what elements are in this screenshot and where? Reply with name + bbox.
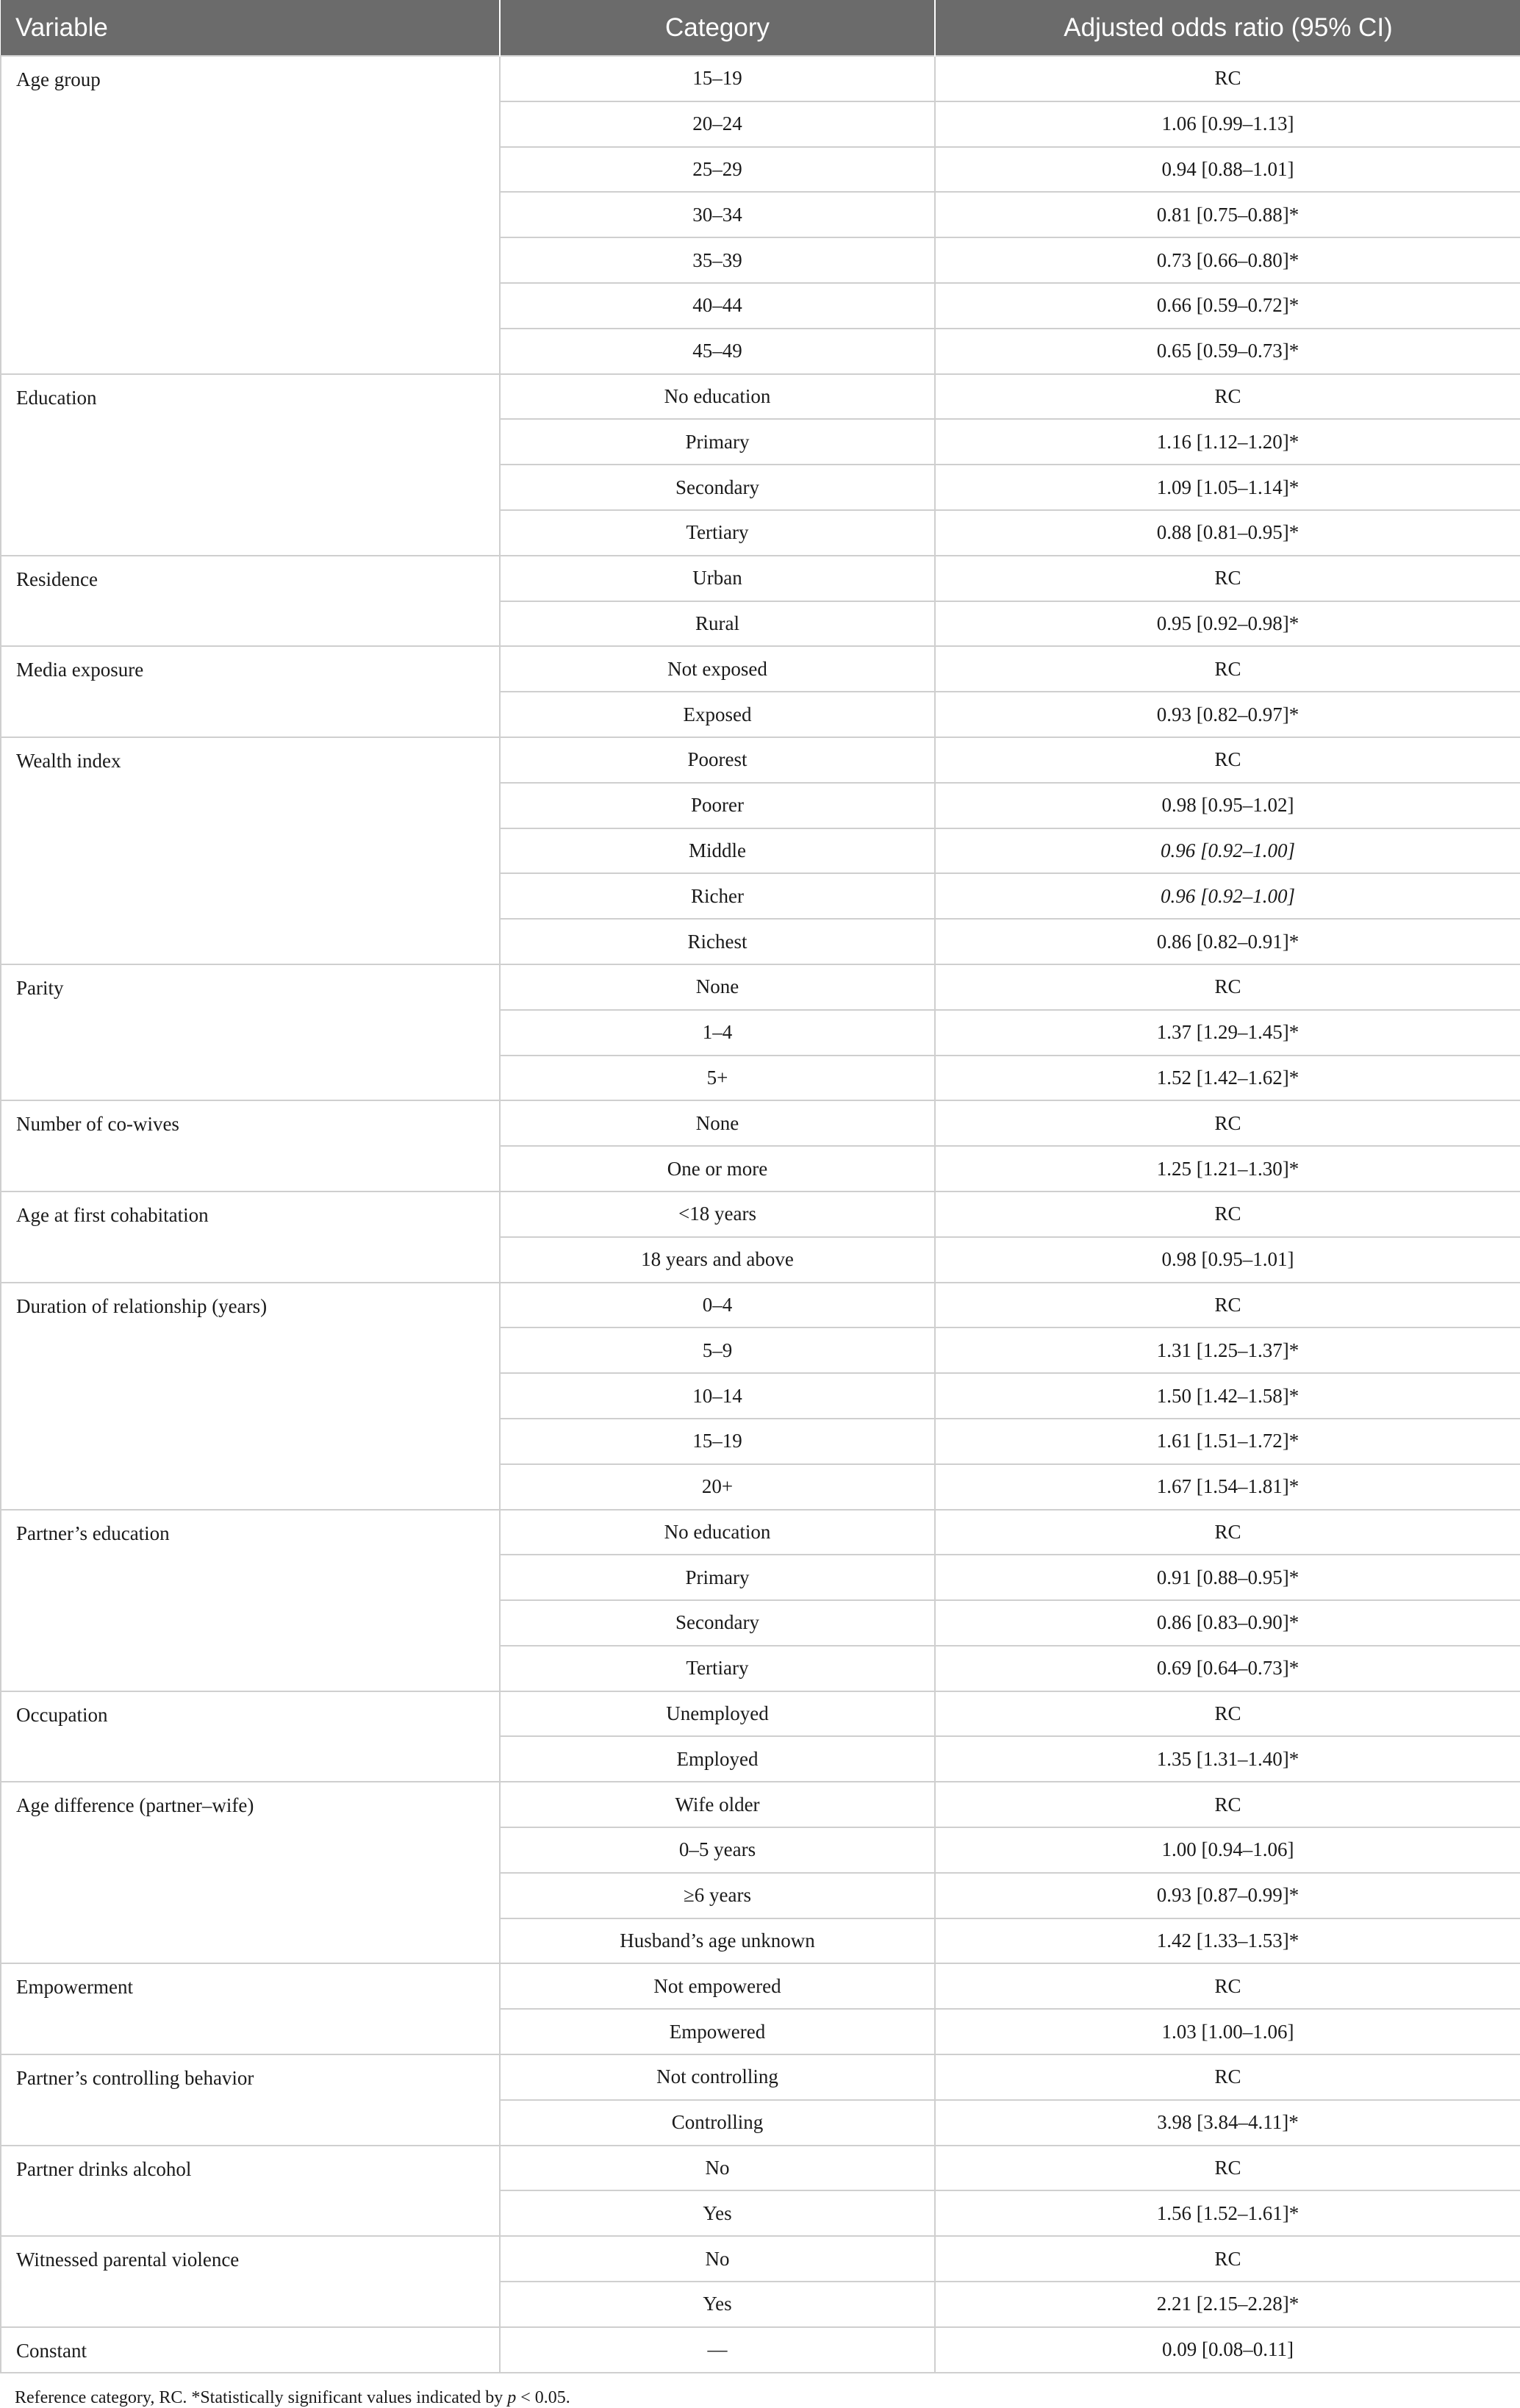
odds-ratio-cell: 1.31 [1.25–1.37]*: [935, 1327, 1520, 1373]
odds-ratio-cell: RC: [935, 1283, 1520, 1328]
odds-ratio-cell: 0.66 [0.59–0.72]*: [935, 283, 1520, 329]
odds-ratio-cell: 3.98 [3.84–4.11]*: [935, 2100, 1520, 2146]
category-cell: None: [500, 964, 935, 1010]
category-cell: Controlling: [500, 2100, 935, 2146]
category-cell: 5–9: [500, 1327, 935, 1373]
odds-ratio-cell: 0.98 [0.95–1.01]: [935, 1237, 1520, 1283]
odds-ratio-cell: 0.98 [0.95–1.02]: [935, 783, 1520, 828]
table-footnote: [0, 2373, 1520, 2408]
category-cell: No education: [500, 374, 935, 420]
odds-ratio-cell: 1.00 [0.94–1.06]: [935, 1827, 1520, 1873]
category-cell: Exposed: [500, 692, 935, 737]
category-cell: Yes: [500, 2190, 935, 2236]
odds-ratio-cell: RC: [935, 56, 1520, 101]
odds-ratio-cell: RC: [935, 1192, 1520, 1237]
category-cell: Rural: [500, 601, 935, 647]
variable-cell: Constant: [1, 2327, 500, 2373]
category-cell: Not controlling: [500, 2054, 935, 2100]
odds-ratio-cell: 0.65 [0.59–0.73]*: [935, 329, 1520, 374]
category-cell: <18 years: [500, 1192, 935, 1237]
footnote-threshold: < 0.05.: [516, 2387, 570, 2407]
category-cell: Yes: [500, 2282, 935, 2327]
odds-ratio-cell: RC: [935, 2236, 1520, 2282]
table-row: [1, 2327, 1520, 2373]
category-cell: Not empowered: [500, 1963, 935, 2009]
variable-cell: Education: [1, 374, 500, 556]
category-cell: Husband’s age unknown: [500, 1918, 935, 1964]
category-cell: 45–49: [500, 329, 935, 374]
odds-ratio-cell: 0.86 [0.83–0.90]*: [935, 1600, 1520, 1646]
odds-ratio-cell: RC: [935, 737, 1520, 783]
odds-ratio-cell: 0.94 [0.88–1.01]: [935, 147, 1520, 193]
table-row: [1, 2054, 1520, 2100]
odds-ratio-cell: 1.09 [1.05–1.14]*: [935, 465, 1520, 510]
odds-ratio-cell: 1.67 [1.54–1.81]*: [935, 1464, 1520, 1510]
variable-cell: Age difference (partner–wife): [1, 1782, 500, 1963]
variable-cell: Number of co-wives: [1, 1100, 500, 1192]
variable-cell: Witnessed parental violence: [1, 2236, 500, 2327]
odds-ratio-cell: 0.09 [0.08–0.11]: [935, 2327, 1520, 2373]
odds-ratio-cell: 0.81 [0.75–0.88]*: [935, 192, 1520, 237]
category-cell: 25–29: [500, 147, 935, 193]
category-cell: Secondary: [500, 1600, 935, 1646]
odds-ratio-cell: 1.03 [1.00–1.06]: [935, 2009, 1520, 2054]
odds-ratio-cell: RC: [935, 964, 1520, 1010]
variable-cell: Age group: [1, 56, 500, 374]
odds-ratio-cell: 0.91 [0.88–0.95]*: [935, 1555, 1520, 1600]
odds-ratio-cell: 0.93 [0.87–0.99]*: [935, 1873, 1520, 1918]
odds-ratio-cell: RC: [935, 1782, 1520, 1827]
header-category: Category: [500, 0, 935, 56]
odds-ratio-cell: RC: [935, 374, 1520, 420]
category-cell: 0–4: [500, 1283, 935, 1328]
category-cell: Richest: [500, 919, 935, 964]
odds-ratio-cell: 0.86 [0.82–0.91]*: [935, 919, 1520, 964]
table-row: [1, 56, 1520, 101]
category-cell: 30–34: [500, 192, 935, 237]
odds-ratio-cell: 0.88 [0.81–0.95]*: [935, 510, 1520, 556]
odds-ratio-cell: 1.42 [1.33–1.53]*: [935, 1918, 1520, 1964]
table-row: [1, 737, 1520, 783]
odds-ratio-cell: RC: [935, 2054, 1520, 2100]
category-cell: One or more: [500, 1146, 935, 1192]
table-row: [1, 556, 1520, 601]
odds-ratio-cell: 0.96 [0.92–1.00]: [935, 828, 1520, 874]
category-cell: No: [500, 2236, 935, 2282]
odds-ratio-cell: 1.52 [1.42–1.62]*: [935, 1056, 1520, 1101]
category-cell: 15–19: [500, 1419, 935, 1464]
category-cell: 20+: [500, 1464, 935, 1510]
table-header: [1, 0, 1520, 56]
category-cell: Primary: [500, 1555, 935, 1600]
category-cell: 5+: [500, 1056, 935, 1101]
table-row: [1, 646, 1520, 692]
header-odds-ratio: Adjusted odds ratio (95% CI): [935, 0, 1520, 56]
table-row: [1, 2146, 1520, 2191]
odds-ratio-cell: RC: [935, 556, 1520, 601]
table-row: [1, 1283, 1520, 1328]
variable-cell: Wealth index: [1, 737, 500, 964]
odds-ratio-cell: RC: [935, 1963, 1520, 2009]
category-cell: Primary: [500, 419, 935, 465]
category-cell: 1–4: [500, 1010, 935, 1056]
category-cell: Tertiary: [500, 1646, 935, 1691]
category-cell: No education: [500, 1510, 935, 1555]
category-cell: Wife older: [500, 1782, 935, 1827]
table-row: [1, 964, 1520, 1010]
category-cell: Tertiary: [500, 510, 935, 556]
category-cell: Secondary: [500, 465, 935, 510]
odds-ratio-cell: 1.16 [1.12–1.20]*: [935, 419, 1520, 465]
category-cell: Richer: [500, 873, 935, 919]
table-row: [1, 1510, 1520, 1555]
variable-cell: Age at first cohabitation: [1, 1192, 500, 1283]
odds-ratio-cell: RC: [935, 1691, 1520, 1737]
variable-cell: Partner drinks alcohol: [1, 2146, 500, 2237]
variable-cell: Partner’s controlling behavior: [1, 2054, 500, 2146]
odds-ratio-cell: RC: [935, 1510, 1520, 1555]
table-body: [1, 56, 1520, 2373]
table-row: [1, 1192, 1520, 1237]
header-row: [1, 0, 1520, 56]
odds-ratio-cell: 0.95 [0.92–0.98]*: [935, 601, 1520, 647]
category-cell: Employed: [500, 1736, 935, 1782]
odds-ratio-cell: 1.06 [0.99–1.13]: [935, 101, 1520, 147]
odds-ratio-cell: RC: [935, 2146, 1520, 2191]
odds-ratio-cell: 0.73 [0.66–0.80]*: [935, 237, 1520, 283]
category-cell: Poorer: [500, 783, 935, 828]
category-cell: 20–24: [500, 101, 935, 147]
variable-cell: Duration of relationship (years): [1, 1283, 500, 1510]
category-cell: 0–5 years: [500, 1827, 935, 1873]
category-cell: —: [500, 2327, 935, 2373]
odds-ratio-cell: 1.56 [1.52–1.61]*: [935, 2190, 1520, 2236]
odds-ratio-cell: 0.96 [0.92–1.00]: [935, 873, 1520, 919]
category-cell: Middle: [500, 828, 935, 874]
category-cell: Poorest: [500, 737, 935, 783]
category-cell: Urban: [500, 556, 935, 601]
variable-cell: Media exposure: [1, 646, 500, 737]
category-cell: 18 years and above: [500, 1237, 935, 1283]
table-row: [1, 2236, 1520, 2282]
variable-cell: Empowerment: [1, 1963, 500, 2054]
variable-cell: Partner’s education: [1, 1510, 500, 1691]
header-variable: Variable: [1, 0, 500, 56]
category-cell: 15–19: [500, 56, 935, 101]
category-cell: No: [500, 2146, 935, 2191]
footnote-p-symbol: p: [507, 2387, 517, 2407]
category-cell: 35–39: [500, 237, 935, 283]
table-row: [1, 1782, 1520, 1827]
category-cell: Empowered: [500, 2009, 935, 2054]
category-cell: Not exposed: [500, 646, 935, 692]
odds-ratio-cell: RC: [935, 1100, 1520, 1146]
variable-cell: Parity: [1, 964, 500, 1100]
odds-ratio-cell: RC: [935, 646, 1520, 692]
odds-ratio-cell: 1.50 [1.42–1.58]*: [935, 1373, 1520, 1419]
category-cell: 10–14: [500, 1373, 935, 1419]
footnote-text: Reference category, RC. *Statistically significant values indicated by: [15, 2387, 508, 2407]
odds-ratio-cell: 1.37 [1.29–1.45]*: [935, 1010, 1520, 1056]
table-row: [1, 374, 1520, 420]
odds-ratio-cell: 1.61 [1.51–1.72]*: [935, 1419, 1520, 1464]
category-cell: Unemployed: [500, 1691, 935, 1737]
table-row: [1, 1691, 1520, 1737]
category-cell: 40–44: [500, 283, 935, 329]
odds-ratio-cell: 0.69 [0.64–0.73]*: [935, 1646, 1520, 1691]
odds-ratio-cell: 0.93 [0.82–0.97]*: [935, 692, 1520, 737]
category-cell: None: [500, 1100, 935, 1146]
table-row: [1, 1963, 1520, 2009]
odds-ratio-cell: 2.21 [2.15–2.28]*: [935, 2282, 1520, 2327]
variable-cell: Residence: [1, 556, 500, 647]
table-row: [1, 1100, 1520, 1146]
odds-ratio-cell: 1.35 [1.31–1.40]*: [935, 1736, 1520, 1782]
variable-cell: Occupation: [1, 1691, 500, 1782]
odds-ratio-cell: 1.25 [1.21–1.30]*: [935, 1146, 1520, 1192]
category-cell: ≥6 years: [500, 1873, 935, 1918]
